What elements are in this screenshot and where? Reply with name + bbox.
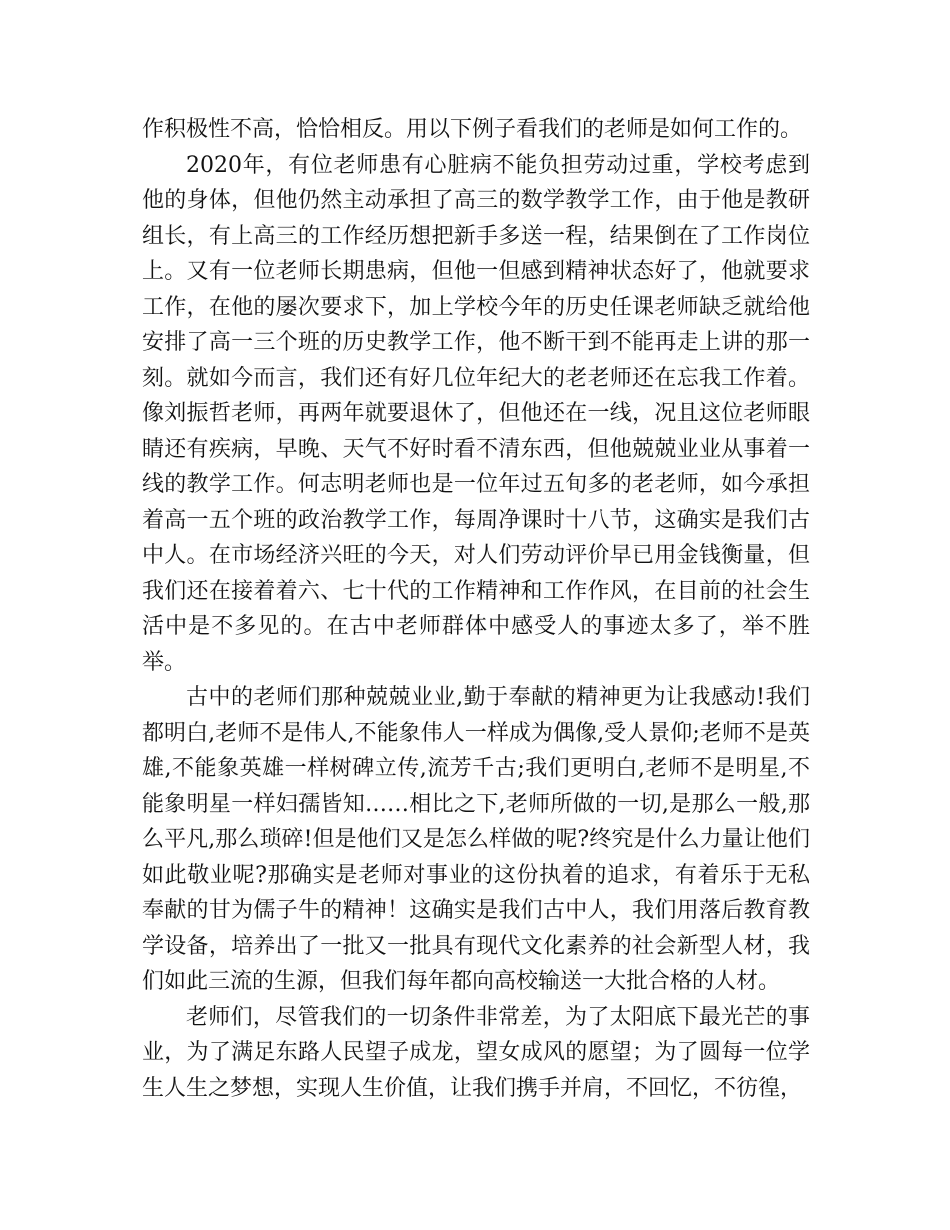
paragraph-continuation: 作积极性不高，恰恰相反。用以下例子看我们的老师是如何工作的。: [142, 117, 803, 142]
paragraph-teacher-examples: 2020年，有位老师患有心脏病不能负担劳动过重，学校考虑到他的身体，但他仍然主动承担了高三的数学教学工作，由于他是教研组长，有上高三的工作经历想把新手多送一程，结果倒在了工作岗位上。又有一位老师长期患病，但他一但感到精神状态好了，他就要求工作，在他的屡次要求下，加上学校今年的历史任课老师缺乏就给他安排了高一三个班的历史教学工作，他不断干到不能再走上讲的那一刻。就如今而言，我们还有好几位年纪大的老老师还在忘我工作着。像刘振哲老师，再两年就要退休了，但他还在一线，况且这位老师眼睛还有疾病，早晚、天气不好时看不清东西，但他兢兢业业从事着一线的教学工作。何志明老师也是一位年过五旬多的老老师，如今承担着高一五个班的政治教学工作，每周净课时十八节，这确实是我们古中人。在市场经济兴旺的今天，对人们劳动评价早已用金钱衡量，但我们还在接着着六、七十代的工作精神和工作作风，在目前的社会生活中是不多见的。在古中老师群体中感受人的事迹太多了，举不胜举。: [142, 152, 810, 675]
paragraph-call-to-action: 老师们，尽管我们的一切条件非常差，为了太阳底下最光芒的事业，为了满足东路人民望子成龙，望女成风的愿望；为了圆每一位学生人生之梦想，实现人生价值，让我们携手并肩，不回忆，不彷徨，: [142, 1004, 810, 1101]
paragraph-dedication-spirit: 古中的老师们那种兢兢业业,勤于奉献的精神更为让我感动!我们都明白,老师不是伟人,不能象伟人一样成为偶像,受人景仰;老师不是英雄,不能象英雄一样树碑立传,流芳千古;我们更明白,老师不是明星,不能象明星一样妇孺皆知……相比之下,老师所做的一切,是那么一般,那么平凡,那么琐碎!但是他们又是怎么样做的呢?终究是什么力量让他们如此敬业呢?那确实是老师对事业的这份执着的追求，有着乐于无私奉献的甘为儒子牛的精神！这确实是我们古中人，我们用落后教育教学设备，培养出了一批又一批具有现代文化素养的社会新型人材，我们如此三流的生源，但我们每年都向高校输送一大批合格的人材。: [142, 685, 810, 994]
document-body: [142, 112, 810, 1106]
